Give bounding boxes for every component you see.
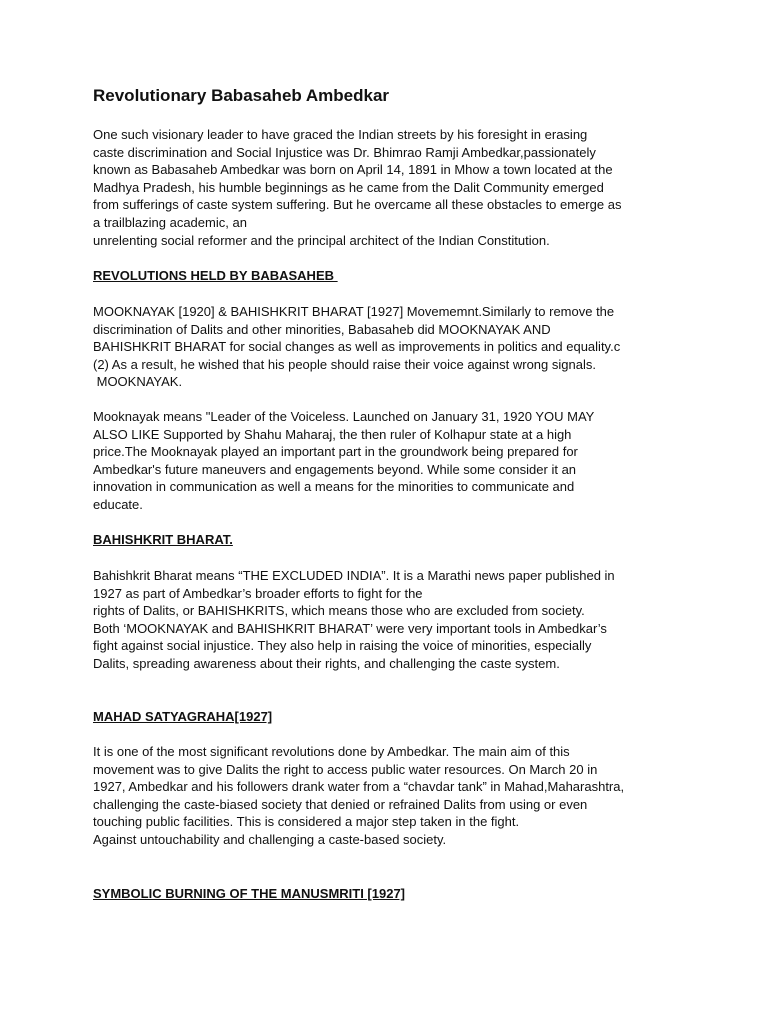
paragraph-line: price.The Mooknayak played an important part in the groundwork being prepared for <box>93 444 578 460</box>
revolutions-paragraph <box>93 303 683 391</box>
paragraph-line: One such visionary leader to have graced the Indian streets by his foresight in erasing <box>93 127 588 142</box>
paragraph-line: (2) As a result, he wished that his people should raise their voice against wrong signals. <box>93 356 596 372</box>
paragraph-line: 1927, Ambedkar and his followers drank water from a “chavdar tank” in Mahad,Maharashtra, <box>93 779 625 795</box>
paragraph-line: challenging the caste-biased society that denied or refrained Dalits from using or even <box>93 796 588 812</box>
section-heading-bahishkrit: BAHISHKRIT BHARAT. <box>93 532 233 547</box>
paragraph-line: MOOKNAYAK [1920] & BAHISHKRIT BHARAT [1927] Movememnt.Similarly to remove the <box>93 304 615 319</box>
paragraph-line: known as Babasaheb Ambedkar was born on April 14, 1891 in Mhow a town located at the <box>93 162 613 178</box>
mahad-paragraph <box>93 743 683 849</box>
paragraph-line: It is one of the most significant revolutions done by Ambedkar. The main aim of this <box>93 744 570 759</box>
paragraph-line: discrimination of Dalits and other minorities, Babasaheb did MOOKNAYAK AND <box>93 321 551 337</box>
paragraph-line: movement was to give Dalits the right to access public water resources. On March 20 in <box>93 761 598 777</box>
paragraph-line: Mooknayak means "Leader of the Voiceless. Launched on January 31, 1920 YOU MAY <box>93 409 595 424</box>
paragraph-line: rights of Dalits, or BAHISHKRITS, which means those who are excluded from society. <box>93 603 585 619</box>
paragraph-line: from sufferings of caste system suffering. But he overcame all these obstacles to emerge as <box>93 197 622 213</box>
section-heading-manusmriti: SYMBOLIC BURNING OF THE MANUSMRITI [1927] <box>93 886 406 901</box>
paragraph-line: 1927 as part of Ambedkar’s broader efforts to fight for the <box>93 585 423 601</box>
paragraph-line: Dalits, spreading awareness about their rights, and challenging the caste system. <box>93 655 560 671</box>
paragraph-line: fight against social injustice. They also help in raising the voice of minorities, especially <box>93 638 592 654</box>
section-heading-mahad: MAHAD SATYAGRAHA[1927] <box>93 709 273 724</box>
paragraph-line: ALSO LIKE Supported by Shahu Maharaj, the then ruler of Kolhapur state at a high <box>93 426 572 442</box>
document-title: Revolutionary Babasaheb Ambedkar <box>93 86 390 105</box>
paragraph-line: caste discrimination and Social Injustice was Dr. Bhimrao Ramji Ambedkar,passionately <box>93 144 596 160</box>
bahishkrit-paragraph <box>93 567 683 673</box>
mooknayak-paragraph <box>93 408 683 514</box>
intro-paragraph <box>93 126 683 249</box>
paragraph-line: Both ‘MOOKNAYAK and BAHISHKRIT BHARAT’ were very important tools in Ambedkar’s <box>93 620 607 636</box>
paragraph-line: innovation in communication as well a means for the minorities to communicate and <box>93 479 575 495</box>
paragraph-line: BAHISHKRIT BHARAT for social changes as well as improvements in politics and equality.c <box>93 339 621 355</box>
paragraph-line: Madhya Pradesh, his humble beginnings as he came from the Dalit Community emerged <box>93 179 604 195</box>
paragraph-line: touching public facilities. This is considered a major step taken in the fight. <box>93 814 520 830</box>
paragraph-line: unrelenting social reformer and the principal architect of the Indian Constitution. <box>93 232 550 248</box>
paragraph-line: Bahishkrit Bharat means “THE EXCLUDED INDIA”. It is a Marathi news paper published in <box>93 568 615 583</box>
paragraph-line: MOOKNAYAK. <box>93 374 183 390</box>
paragraph-line: Ambedkar's future maneuvers and engagements beyond. While some consider it an <box>93 461 577 477</box>
paragraph-line: educate. <box>93 496 143 512</box>
section-heading-revolutions: REVOLUTIONS HELD BY BABASAHEB <box>93 268 338 283</box>
paragraph-line: Against untouchability and challenging a caste-based society. <box>93 831 447 847</box>
paragraph-line: a trailblazing academic, an <box>93 214 247 230</box>
